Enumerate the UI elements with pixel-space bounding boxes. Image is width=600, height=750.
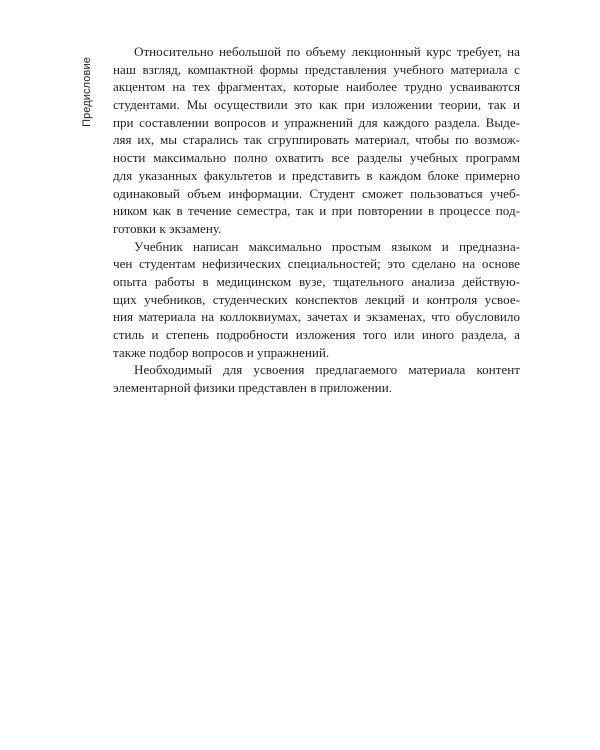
text-line: ности максимально полно охватить все разделы учебных программ <box>113 150 520 166</box>
text-line: наш взгляд, компактной формы представления учебного материала с <box>113 61 520 77</box>
paragraph <box>113 43 520 238</box>
text-line: также подбор вопросов и упражнений. <box>113 344 330 360</box>
paragraph <box>113 361 520 396</box>
text-line: стиль и степень подробности изложения того или иного раздела, а <box>113 327 520 342</box>
running-head <box>80 52 94 132</box>
text-line: одинаковый объем информации. Студент сможет пользоваться учеб- <box>113 185 520 201</box>
text-line: опыта работы в медицинском вузе, тщательного анализа действую- <box>113 273 520 289</box>
paragraph <box>113 238 520 362</box>
text-line: элементарной физики представлен в приложении. <box>113 380 392 396</box>
text-line: щих учебников, студенческих конспектов лекций и контроля усвое- <box>113 291 520 307</box>
text-line: чен студентам нефизических специальностей; это сделано на основе <box>113 256 520 272</box>
text-line: при составлении вопросов и упражнений для каждого раздела. Выде- <box>113 114 520 130</box>
body-text <box>113 43 520 397</box>
text-line: акцентом на тех фрагментах, которые наиболее трудно усваиваются <box>113 79 520 95</box>
text-line: ния материала на коллоквиумах, зачетах и экзаменах, что обусловило <box>113 309 520 325</box>
text-line: ником как в течение семестра, так и при повторении в процессе под- <box>113 203 520 219</box>
text-line: для указанных факультетов и представить в каждом блоке примерно <box>113 167 520 183</box>
running-head-text: Предисловие <box>81 57 93 127</box>
text-line: Необходимый для усвоения предлагаемого материала контент <box>134 362 520 378</box>
text-line: Относительно небольшой по объему лекционный курс требует, на <box>134 44 520 59</box>
text-line: студентами. Мы осуществили это как при изложении теории, так и <box>113 97 520 113</box>
text-line: готовки к экзамену. <box>113 220 222 236</box>
text-line: ляя их, мы старались так сгруппировать материал, чтобы по возмож- <box>113 132 520 148</box>
text-line: Учебник написан максимально простым языком и предназна- <box>134 238 520 254</box>
